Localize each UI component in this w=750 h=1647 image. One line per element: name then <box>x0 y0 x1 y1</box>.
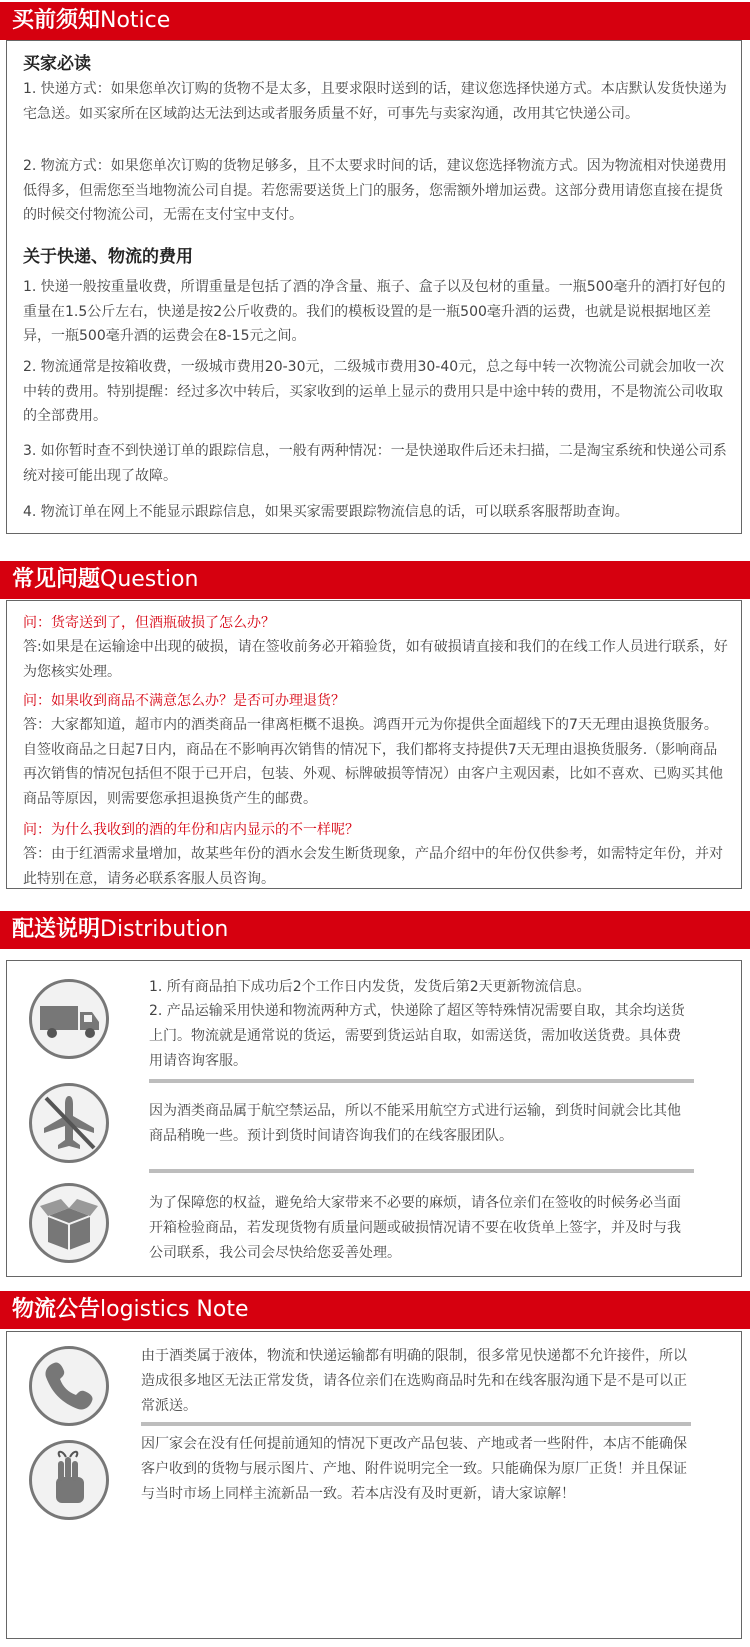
buyer-item: 2. 物流方式：如果您单次订购的货物足够多，且不太要求时间的话，建议您选择物流方式。因为物流相对快递费用低得多，但需您至当地物流公司自提。若您需要送货上门的服务，您需额外增加运费。这部分费用请您直接在提货的时候交付物流公司，无需在支付宝中支付。 <box>23 158 727 223</box>
faq-question: 问：为什么我收到的酒的年份和店内显示的不一样呢？ <box>23 822 359 838</box>
divider <box>149 1079 694 1083</box>
faq-answer: 答：大家都知道，超市内的酒类商品一律离柜概不退换。鸿酉开元为你提供全面超线下的7天无理由退换货服务。自签收商品之日起7日内，商品在不影响再次销售的情况下，我们都将支持提供7天无理由退换货服务.（影响商品再次销售的情况包括但不限于已开启，包装、外观、标牌破损等情况）由客户主观因素，比如不喜欢、已购买其他商品等原因，则需要您承担退换货产生的邮费。 <box>23 717 723 807</box>
notice-title-en: Notice <box>100 8 171 33</box>
buyer-heading: 买家必读 <box>23 54 91 74</box>
divider <box>141 1422 691 1426</box>
logistics-title-en: logistics Note <box>100 1297 249 1322</box>
plane-text: 因为酒类商品属于航空禁运品，所以不能采用航空方式进行运输，到货时间就会比其他商品稍晚一些。预计到货时间请咨询我们的在线客服团队。 <box>149 1103 681 1144</box>
logistics-box <box>6 1331 742 1639</box>
hand-ribbon-icon <box>29 1440 109 1520</box>
distribution-title-en: Distribution <box>100 917 229 942</box>
logistics-header <box>0 1291 750 1329</box>
question-box <box>6 600 742 889</box>
notice-title-zh: 买前须知 <box>12 8 101 33</box>
truck-text-1: 1. 所有商品拍下成功后2个工作日内发货，发货后第2天更新物流信息。 <box>149 979 591 995</box>
distribution-header <box>0 911 750 949</box>
buyer-item: 1. 快递方式：如果您单次订购的货物不是太多，且要求限时送到的话，建议您选择快递方式。本店默认发货快递为宅急送。如买家所在区域韵达无法到达或者服务质量不好，可事先与卖家沟通，改用其它快递公司。 <box>23 81 727 122</box>
question-header <box>0 561 750 599</box>
question-title-en: Question <box>100 567 199 592</box>
package-box-icon <box>29 1183 109 1263</box>
notice-header <box>0 2 750 40</box>
divider <box>149 1169 694 1173</box>
hand-text: 因厂家会在没有任何提前通知的情况下更改产品包装、产地或者一些附件，本店不能确保客户收到的货物与展示图片、产地、附件说明完全一致。只能确保为原厂正货！并且保证与当时市场上同样主流新品一致。若本店没有及时更新，请大家谅解！ <box>141 1436 687 1502</box>
fee-heading: 关于快递、物流的费用 <box>23 247 193 267</box>
faq-question: 问：如果收到商品不满意怎么办？是否可办理退货？ <box>23 693 345 709</box>
faq-answer: 答:如果是在运输途中出现的破损，请在签收前务必开箱验货，如有破损请直接和我们的在线工作人员进行联系，好为您核实处理。 <box>23 639 728 680</box>
fee-item: 1. 快递一般按重量收费，所谓重量是包括了酒的净含量、瓶子、盒子以及包材的重量。一瓶500毫升的酒打好包的重量在1.5公斤左右，快递是按2公斤收费的。我们的模板设置的是一瓶500毫升酒的运费，也就是说根据地区差异，一瓶500毫升酒的运费会在8-15元之间。 <box>23 279 726 344</box>
notice-box <box>6 40 742 534</box>
logistics-title-zh: 物流公告 <box>12 1297 101 1322</box>
truck-icon <box>29 979 109 1059</box>
phone-icon <box>29 1346 109 1426</box>
distribution-box <box>6 960 742 1277</box>
phone-text: 由于酒类属于液体，物流和快递运输都有明确的限制，很多常见快递都不允许接件，所以造成很多地区无法正常发货，请各位亲们在选购商品时先和在线客服沟通下是不是可以正常派送。 <box>141 1348 687 1414</box>
distribution-title-zh: 配送说明 <box>12 917 101 942</box>
question-title-zh: 常见问题 <box>12 567 101 592</box>
fee-item: 2. 物流通常是按箱收费，一级城市费用20-30元，二级城市费用30-40元，总之每中转一次物流公司就会加收一次中转的费用。特别提醒：经过多次中转后，买家收到的运单上显示的费用只是中途中转的费用，不是物流公司收取的全部费用。 <box>23 359 725 424</box>
fee-item: 3. 如你暂时查不到快递订单的跟踪信息，一般有两种情况：一是快递取件后还未扫描，二是淘宝系统和快递公司系统对接可能出现了故障。 <box>23 443 727 484</box>
no-airplane-icon <box>29 1083 109 1163</box>
faq-answer: 答：由于红酒需求量增加，故某些年份的酒水会发生断货现象，产品介绍中的年份仅供参考，如需特定年份，并对此特别在意，请务必联系客服人员咨询。 <box>23 846 723 887</box>
fee-item: 4. 物流订单在网上不能显示跟踪信息，如果买家需要跟踪物流信息的话，可以联系客服帮助查询。 <box>23 504 629 520</box>
truck-text-2: 2. 产品运输采用快递和物流两种方式，快递除了超区等特殊情况需要自取，其余均送货上门。物流就是通常说的货运，需要到货运站自取，如需送货，需加收送货费。具体费用请咨询客服。 <box>149 1003 685 1069</box>
faq-question: 问：货寄送到了，但酒瓶破损了怎么办？ <box>23 615 275 631</box>
box-text: 为了保障您的权益，避免给大家带来不必要的麻烦，请各位亲们在签收的时候务必当面开箱检验商品，若发现货物有质量问题或破损情况请不要在收货单上签字，并及时与我公司联系，我公司会尽快给您妥善处理。 <box>149 1195 681 1261</box>
